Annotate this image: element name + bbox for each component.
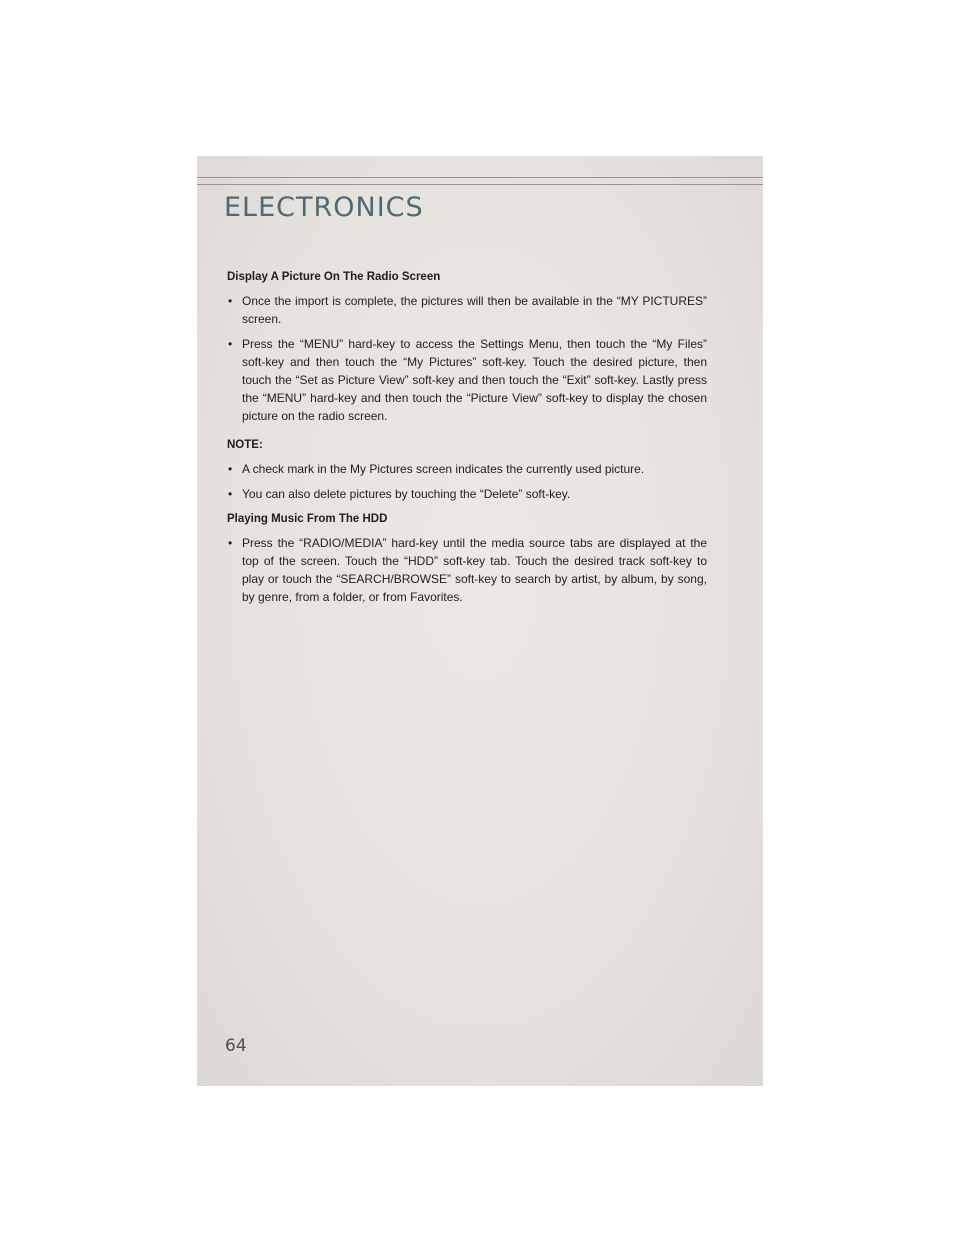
list-item-text: A check mark in the My Pictures screen indicates the currently used picture. [242, 462, 645, 476]
header-rule-top [197, 177, 763, 178]
bullet-glyph: • [228, 337, 233, 351]
page-content [227, 268, 707, 613]
list-item [227, 292, 707, 328]
list-item [227, 335, 707, 425]
list-item-text: Once the import is complete, the pictures will then be available in the “MY PICTURES” screen. [242, 294, 707, 326]
bullet-glyph: • [228, 536, 233, 550]
list-item-text: Press the “RADIO/MEDIA” hard-key until the media source tabs are displayed at the top of the screen. Touch the “HDD” soft-key tab. Touch the desired track soft-key to play or touch the “SEARCH/BROWSE” soft-key to search by artist, by album, by song, by genre, from a folder, or from Favorites. [242, 536, 707, 604]
bullet-glyph: • [228, 462, 233, 476]
section-heading: Playing Music From The HDD [227, 513, 388, 525]
list-item [227, 460, 707, 478]
list-item-text: You can also delete pictures by touching the “Delete” soft-key. [242, 487, 571, 501]
manual-page [197, 156, 763, 1086]
bullet-glyph: • [228, 487, 233, 501]
list-item [227, 534, 707, 606]
list-item-text: Press the “MENU” hard-key to access the Settings Menu, then touch the “My Files” soft-key and then touch the “My Pictures” soft-key. Touch the desired picture, then touch the “Set as Picture View” soft-key and then touch the “Exit” soft-key. Lastly press the “MENU” hard-key and then touch the “Picture View” soft-key to display the chosen picture on the radio screen. [242, 337, 707, 423]
list-item [227, 485, 707, 503]
header-rule-bottom [197, 184, 763, 185]
bullet-glyph: • [228, 294, 233, 308]
note-heading: NOTE: [227, 439, 263, 451]
section-title: ELECTRONICS [224, 192, 424, 223]
page-number: 64 [225, 1036, 247, 1056]
section-heading: Display A Picture On The Radio Screen [227, 271, 441, 283]
